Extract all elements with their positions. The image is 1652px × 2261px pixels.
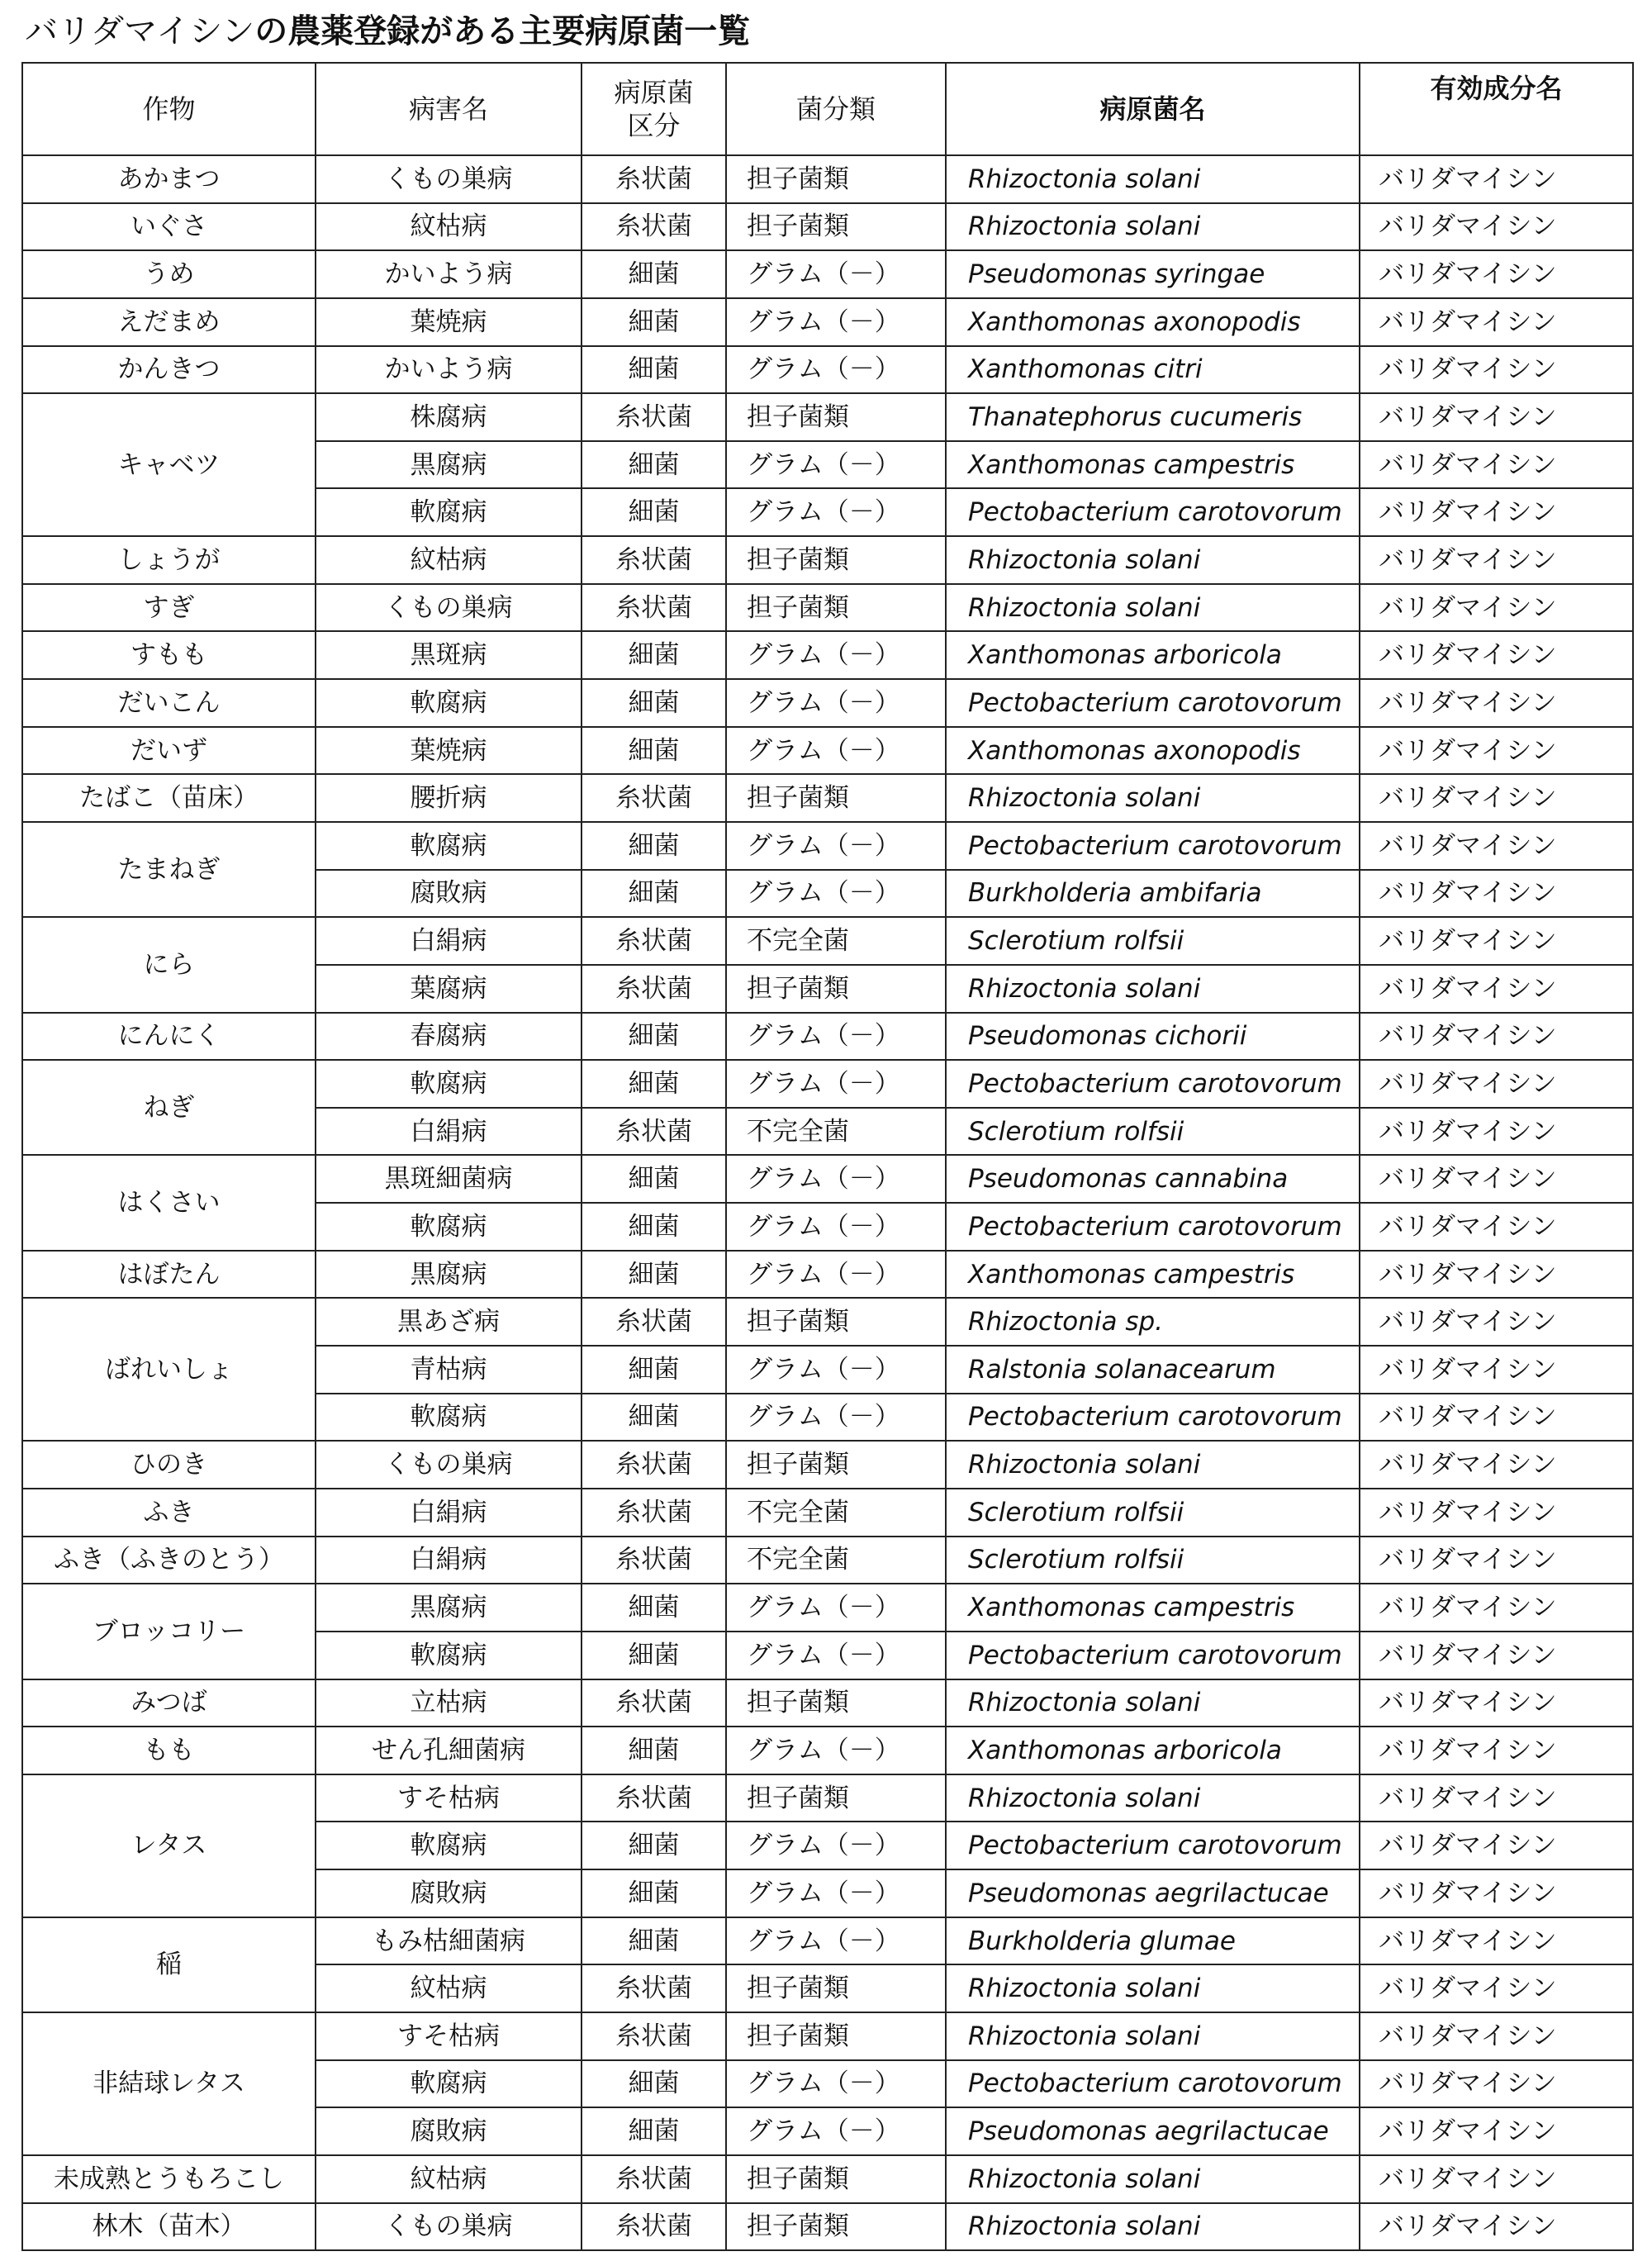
pathogen-type-cell: 細菌: [582, 298, 726, 346]
classification-cell: グラム（－）: [726, 1917, 946, 1965]
ingredient-cell: バリダマイシン: [1360, 1632, 1633, 1679]
pathogen-name-cell: Pectobacterium carotovorum: [946, 679, 1360, 727]
ingredient-cell: バリダマイシン: [1360, 1298, 1633, 1346]
disease-cell: 黒腐病: [316, 1584, 582, 1632]
disease-cell: 軟腐病: [316, 2060, 582, 2108]
crop-cell: ブロッコリー: [22, 1584, 316, 1679]
pathogen-name-cell: Rhizoctonia solani: [946, 155, 1360, 203]
pathogen-type-cell: 糸状菌: [582, 203, 726, 251]
disease-cell: 軟腐病: [316, 1822, 582, 1869]
disease-cell: 黒斑病: [316, 631, 582, 679]
disease-cell: 葉焼病: [316, 298, 582, 346]
crop-cell: 未成熟とうもろこし: [22, 2155, 316, 2203]
pathogen-type-cell: 細菌: [582, 346, 726, 394]
table-row: [22, 1441, 1633, 1489]
classification-cell: グラム（－）: [726, 1727, 946, 1774]
pathogen-type-cell: 細菌: [582, 2060, 726, 2108]
table-row: [22, 2012, 1633, 2060]
pathogen-name-cell: Rhizoctonia solani: [946, 1679, 1360, 1727]
pathogen-table: [21, 62, 1634, 2251]
disease-cell: くもの巣病: [316, 1441, 582, 1489]
crop-cell: もも: [22, 1727, 316, 1774]
header-pathogen-name: 病原菌名: [946, 63, 1360, 155]
ingredient-cell: バリダマイシン: [1360, 584, 1633, 632]
ingredient-cell: バリダマイシン: [1360, 441, 1633, 489]
classification-cell: 不完全菌: [726, 1489, 946, 1537]
crop-cell: すもも: [22, 631, 316, 679]
pathogen-type-cell: 糸状菌: [582, 917, 726, 965]
classification-cell: 担子菌類: [726, 584, 946, 632]
classification-cell: グラム（－）: [726, 1394, 946, 1442]
table-row: [22, 1679, 1633, 1727]
classification-cell: グラム（－）: [726, 1632, 946, 1679]
disease-cell: 軟腐病: [316, 1060, 582, 1108]
pathogen-type-cell: 糸状菌: [582, 1964, 726, 2012]
pathogen-type-cell: 細菌: [582, 1346, 726, 1394]
classification-cell: グラム（－）: [726, 2107, 946, 2155]
ingredient-cell: バリダマイシン: [1360, 1346, 1633, 1394]
disease-cell: 春腐病: [316, 1013, 582, 1061]
pathogen-name-cell: Pectobacterium carotovorum: [946, 2060, 1360, 2108]
ingredient-cell: バリダマイシン: [1360, 1108, 1633, 1156]
table-row: [22, 250, 1633, 298]
ingredient-cell: バリダマイシン: [1360, 155, 1633, 203]
disease-cell: せん孔細菌病: [316, 1727, 582, 1774]
table-row: [22, 584, 1633, 632]
ingredient-cell: バリダマイシン: [1360, 1155, 1633, 1203]
crop-cell: だいこん: [22, 679, 316, 727]
classification-cell: 担子菌類: [726, 965, 946, 1013]
ingredient-cell: バリダマイシン: [1360, 1251, 1633, 1299]
pathogen-type-cell: 糸状菌: [582, 1489, 726, 1537]
disease-cell: 軟腐病: [316, 1632, 582, 1679]
table-row: [22, 822, 1633, 870]
ingredient-cell: バリダマイシン: [1360, 1964, 1633, 2012]
classification-cell: 担子菌類: [726, 1774, 946, 1822]
ingredient-cell: バリダマイシン: [1360, 1869, 1633, 1917]
disease-cell: かいよう病: [316, 346, 582, 394]
pathogen-name-cell: Xanthomonas citri: [946, 346, 1360, 394]
table-row: [22, 1537, 1633, 1584]
pathogen-type-cell: 糸状菌: [582, 1537, 726, 1584]
table-row: [22, 631, 1633, 679]
ingredient-cell: バリダマイシン: [1360, 1584, 1633, 1632]
table-row: [22, 2203, 1633, 2251]
crop-cell: キャベツ: [22, 393, 316, 536]
classification-cell: 担子菌類: [726, 536, 946, 584]
disease-cell: 黒腐病: [316, 441, 582, 489]
pathogen-type-cell: 糸状菌: [582, 1441, 726, 1489]
classification-cell: グラム（－）: [726, 631, 946, 679]
classification-cell: グラム（－）: [726, 1013, 946, 1061]
ingredient-cell: バリダマイシン: [1360, 917, 1633, 965]
ingredient-cell: バリダマイシン: [1360, 1203, 1633, 1251]
disease-cell: 白絹病: [316, 917, 582, 965]
disease-cell: もみ枯細菌病: [316, 1917, 582, 1965]
table-row: [22, 1298, 1633, 1346]
ingredient-cell: バリダマイシン: [1360, 774, 1633, 822]
disease-cell: くもの巣病: [316, 155, 582, 203]
crop-cell: レタス: [22, 1774, 316, 1917]
pathogen-type-cell: 細菌: [582, 1203, 726, 1251]
pathogen-type-cell: 糸状菌: [582, 2012, 726, 2060]
pathogen-type-cell: 細菌: [582, 1155, 726, 1203]
classification-cell: 担子菌類: [726, 1298, 946, 1346]
pathogen-name-cell: Rhizoctonia solani: [946, 2012, 1360, 2060]
header-pathogen-type-line1: 病原菌: [614, 77, 694, 108]
crop-cell: かんきつ: [22, 346, 316, 394]
table-row: [22, 1917, 1633, 1965]
classification-cell: グラム（－）: [726, 1869, 946, 1917]
table-row: [22, 155, 1633, 203]
pathogen-name-cell: Rhizoctonia solani: [946, 774, 1360, 822]
pathogen-name-cell: Burkholderia glumae: [946, 1917, 1360, 1965]
pathogen-type-cell: 糸状菌: [582, 155, 726, 203]
crop-cell: あかまつ: [22, 155, 316, 203]
pathogen-name-cell: Rhizoctonia solani: [946, 1774, 1360, 1822]
table-row: [22, 2155, 1633, 2203]
disease-cell: くもの巣病: [316, 2203, 582, 2251]
pathogen-type-cell: 細菌: [582, 870, 726, 918]
pathogen-type-cell: 細菌: [582, 727, 726, 775]
classification-cell: グラム（－）: [726, 1060, 946, 1108]
header-crop: 作物: [22, 63, 316, 155]
ingredient-cell: バリダマイシン: [1360, 346, 1633, 394]
crop-cell: しょうが: [22, 536, 316, 584]
classification-cell: グラム（－）: [726, 441, 946, 489]
disease-cell: 軟腐病: [316, 679, 582, 727]
header-disease: 病害名: [316, 63, 582, 155]
crop-cell: うめ: [22, 250, 316, 298]
header-pathogen-type: [582, 63, 726, 155]
crop-cell: はくさい: [22, 1155, 316, 1250]
classification-cell: グラム（－）: [726, 1822, 946, 1869]
disease-cell: 紋枯病: [316, 536, 582, 584]
pathogen-type-cell: 細菌: [582, 822, 726, 870]
pathogen-type-cell: 糸状菌: [582, 584, 726, 632]
pathogen-type-cell: 細菌: [582, 488, 726, 536]
disease-cell: 腐敗病: [316, 2107, 582, 2155]
disease-cell: 軟腐病: [316, 822, 582, 870]
pathogen-type-cell: 糸状菌: [582, 1774, 726, 1822]
disease-cell: 株腐病: [316, 393, 582, 441]
pathogen-name-cell: Pectobacterium carotovorum: [946, 488, 1360, 536]
table-row: [22, 1774, 1633, 1822]
crop-cell: みつば: [22, 1679, 316, 1727]
crop-cell: すぎ: [22, 584, 316, 632]
disease-cell: 黒あざ病: [316, 1298, 582, 1346]
pathogen-name-cell: Xanthomonas arboricola: [946, 631, 1360, 679]
disease-cell: 軟腐病: [316, 1203, 582, 1251]
pathogen-type-cell: 細菌: [582, 1013, 726, 1061]
table-row: [22, 536, 1633, 584]
ingredient-cell: バリダマイシン: [1360, 393, 1633, 441]
disease-cell: 葉腐病: [316, 965, 582, 1013]
classification-cell: 担子菌類: [726, 393, 946, 441]
ingredient-cell: バリダマイシン: [1360, 1774, 1633, 1822]
crop-cell: 稲: [22, 1917, 316, 2012]
pathogen-type-cell: 細菌: [582, 679, 726, 727]
pathogen-name-cell: Xanthomonas campestris: [946, 1584, 1360, 1632]
classification-cell: 担子菌類: [726, 203, 946, 251]
ingredient-cell: バリダマイシン: [1360, 298, 1633, 346]
pathogen-name-cell: Rhizoctonia solani: [946, 1964, 1360, 2012]
disease-cell: くもの巣病: [316, 584, 582, 632]
pathogen-type-cell: 細菌: [582, 1394, 726, 1442]
pathogen-name-cell: Pseudomonas aegrilactucae: [946, 1869, 1360, 1917]
ingredient-cell: バリダマイシン: [1360, 536, 1633, 584]
classification-cell: 不完全菌: [726, 917, 946, 965]
classification-cell: グラム（－）: [726, 1584, 946, 1632]
crop-cell: たまねぎ: [22, 822, 316, 917]
pathogen-name-cell: Pseudomonas cannabina: [946, 1155, 1360, 1203]
crop-cell: えだまめ: [22, 298, 316, 346]
classification-cell: グラム（－）: [726, 1203, 946, 1251]
table-row: [22, 1013, 1633, 1061]
crop-cell: だいず: [22, 727, 316, 775]
pathogen-type-cell: 細菌: [582, 1584, 726, 1632]
pathogen-name-cell: Xanthomonas campestris: [946, 1251, 1360, 1299]
classification-cell: グラム（－）: [726, 250, 946, 298]
pathogen-name-cell: Ralstonia solanacearum: [946, 1346, 1360, 1394]
classification-cell: グラム（－）: [726, 1346, 946, 1394]
crop-cell: 非結球レタス: [22, 2012, 316, 2155]
table-row: [22, 1584, 1633, 1632]
pathogen-name-cell: Rhizoctonia solani: [946, 536, 1360, 584]
classification-cell: 不完全菌: [726, 1537, 946, 1584]
pathogen-name-cell: Pectobacterium carotovorum: [946, 1203, 1360, 1251]
pathogen-name-cell: Xanthomonas campestris: [946, 441, 1360, 489]
ingredient-cell: バリダマイシン: [1360, 250, 1633, 298]
table-row: [22, 727, 1633, 775]
classification-cell: グラム（－）: [726, 727, 946, 775]
crop-cell: ばれいしょ: [22, 1298, 316, 1441]
pathogen-type-cell: 細菌: [582, 441, 726, 489]
table-row: [22, 203, 1633, 251]
ingredient-cell: バリダマイシン: [1360, 1917, 1633, 1965]
header-classification: 菌分類: [726, 63, 946, 155]
header-pathogen-type-line2: 区分: [627, 110, 681, 141]
table-row: [22, 1251, 1633, 1299]
disease-cell: 軟腐病: [316, 488, 582, 536]
ingredient-cell: バリダマイシン: [1360, 2155, 1633, 2203]
pathogen-type-cell: 糸状菌: [582, 536, 726, 584]
pathogen-type-cell: 細菌: [582, 1727, 726, 1774]
classification-cell: グラム（－）: [726, 870, 946, 918]
pathogen-name-cell: Pseudomonas cichorii: [946, 1013, 1360, 1061]
ingredient-cell: バリダマイシン: [1360, 1441, 1633, 1489]
classification-cell: グラム（－）: [726, 679, 946, 727]
classification-cell: グラム（－）: [726, 2060, 946, 2108]
table-header: [22, 63, 1633, 155]
pathogen-name-cell: Pectobacterium carotovorum: [946, 1822, 1360, 1869]
pathogen-name-cell: Pectobacterium carotovorum: [946, 1060, 1360, 1108]
ingredient-cell: バリダマイシン: [1360, 1060, 1633, 1108]
ingredient-cell: バリダマイシン: [1360, 2012, 1633, 2060]
classification-cell: グラム（－）: [726, 822, 946, 870]
ingredient-cell: バリダマイシン: [1360, 822, 1633, 870]
ingredient-cell: バリダマイシン: [1360, 1537, 1633, 1584]
ingredient-cell: バリダマイシン: [1360, 727, 1633, 775]
classification-cell: 担子菌類: [726, 2155, 946, 2203]
classification-cell: グラム（－）: [726, 1251, 946, 1299]
crop-cell: ふき: [22, 1489, 316, 1537]
header-ingredient: 有効成分名: [1360, 63, 1633, 155]
table-row: [22, 1060, 1633, 1108]
classification-cell: グラム（－）: [726, 298, 946, 346]
ingredient-cell: バリダマイシン: [1360, 203, 1633, 251]
pathogen-name-cell: Pectobacterium carotovorum: [946, 1394, 1360, 1442]
classification-cell: グラム（－）: [726, 1155, 946, 1203]
title-rest: の農薬登録がある主要病原菌一覧: [254, 12, 751, 50]
classification-cell: グラム（－）: [726, 488, 946, 536]
crop-cell: いぐさ: [22, 203, 316, 251]
pathogen-name-cell: Pseudomonas aegrilactucae: [946, 2107, 1360, 2155]
ingredient-cell: バリダマイシン: [1360, 2107, 1633, 2155]
disease-cell: 軟腐病: [316, 1394, 582, 1442]
ingredient-cell: バリダマイシン: [1360, 1394, 1633, 1442]
pathogen-name-cell: Rhizoctonia sp.: [946, 1298, 1360, 1346]
disease-cell: 黒斑細菌病: [316, 1155, 582, 1203]
pathogen-name-cell: Xanthomonas arboricola: [946, 1727, 1360, 1774]
pathogen-name-cell: Sclerotium rolfsii: [946, 1537, 1360, 1584]
pathogen-type-cell: 糸状菌: [582, 965, 726, 1013]
classification-cell: 担子菌類: [726, 1964, 946, 2012]
pathogen-type-cell: 糸状菌: [582, 1679, 726, 1727]
disease-cell: 腐敗病: [316, 870, 582, 918]
table-row: [22, 774, 1633, 822]
disease-cell: 青枯病: [316, 1346, 582, 1394]
ingredient-cell: バリダマイシン: [1360, 1679, 1633, 1727]
document-title: [25, 7, 750, 56]
ingredient-cell: バリダマイシン: [1360, 488, 1633, 536]
disease-cell: すそ枯病: [316, 2012, 582, 2060]
pathogen-name-cell: Thanatephorus cucumeris: [946, 393, 1360, 441]
disease-cell: 紋枯病: [316, 2155, 582, 2203]
classification-cell: 担子菌類: [726, 1679, 946, 1727]
pathogen-name-cell: Sclerotium rolfsii: [946, 1489, 1360, 1537]
crop-cell: 林木（苗木）: [22, 2203, 316, 2251]
pathogen-type-cell: 細菌: [582, 631, 726, 679]
table-body: [22, 155, 1633, 2250]
ingredient-cell: バリダマイシン: [1360, 1822, 1633, 1869]
table-row: [22, 298, 1633, 346]
ingredient-cell: バリダマイシン: [1360, 1013, 1633, 1061]
disease-cell: かいよう病: [316, 250, 582, 298]
table-row: [22, 346, 1633, 394]
ingredient-cell: バリダマイシン: [1360, 2203, 1633, 2251]
pathogen-name-cell: Pseudomonas syringae: [946, 250, 1360, 298]
table-row: [22, 679, 1633, 727]
ingredient-cell: バリダマイシン: [1360, 1489, 1633, 1537]
pathogen-name-cell: Burkholderia ambifaria: [946, 870, 1360, 918]
pathogen-type-cell: 糸状菌: [582, 1108, 726, 1156]
classification-cell: 担子菌類: [726, 155, 946, 203]
pathogen-name-cell: Pectobacterium carotovorum: [946, 1632, 1360, 1679]
table-row: [22, 1727, 1633, 1774]
pathogen-type-cell: 細菌: [582, 1251, 726, 1299]
disease-cell: 立枯病: [316, 1679, 582, 1727]
table-row: [22, 393, 1633, 441]
pathogen-name-cell: Rhizoctonia solani: [946, 584, 1360, 632]
pathogen-name-cell: Pectobacterium carotovorum: [946, 822, 1360, 870]
pathogen-type-cell: 糸状菌: [582, 774, 726, 822]
classification-cell: 不完全菌: [726, 1108, 946, 1156]
table-row: [22, 1155, 1633, 1203]
crop-cell: にんにく: [22, 1013, 316, 1061]
crop-cell: ふき（ふきのとう）: [22, 1537, 316, 1584]
crop-cell: ねぎ: [22, 1060, 316, 1155]
classification-cell: グラム（－）: [726, 346, 946, 394]
disease-cell: 白絹病: [316, 1537, 582, 1584]
crop-cell: たばこ（苗床）: [22, 774, 316, 822]
classification-cell: 担子菌類: [726, 1441, 946, 1489]
pathogen-name-cell: Xanthomonas axonopodis: [946, 298, 1360, 346]
pathogen-name-cell: Rhizoctonia solani: [946, 1441, 1360, 1489]
pathogen-type-cell: 糸状菌: [582, 2155, 726, 2203]
crop-cell: ひのき: [22, 1441, 316, 1489]
pathogen-name-cell: Sclerotium rolfsii: [946, 1108, 1360, 1156]
pathogen-name-cell: Sclerotium rolfsii: [946, 917, 1360, 965]
pathogen-type-cell: 細菌: [582, 1632, 726, 1679]
pathogen-type-cell: 細菌: [582, 250, 726, 298]
pathogen-type-cell: 糸状菌: [582, 1298, 726, 1346]
disease-cell: 葉焼病: [316, 727, 582, 775]
ingredient-cell: バリダマイシン: [1360, 679, 1633, 727]
crop-cell: にら: [22, 917, 316, 1012]
classification-cell: 担子菌類: [726, 2012, 946, 2060]
disease-cell: 黒腐病: [316, 1251, 582, 1299]
pathogen-name-cell: Xanthomonas axonopodis: [946, 727, 1360, 775]
pathogen-type-cell: 細菌: [582, 1869, 726, 1917]
table-row: [22, 1489, 1633, 1537]
crop-cell: はぼたん: [22, 1251, 316, 1299]
disease-cell: 白絹病: [316, 1108, 582, 1156]
pathogen-name-cell: Rhizoctonia solani: [946, 2155, 1360, 2203]
ingredient-cell: バリダマイシン: [1360, 870, 1633, 918]
disease-cell: 紋枯病: [316, 1964, 582, 2012]
disease-cell: 腰折病: [316, 774, 582, 822]
classification-cell: 担子菌類: [726, 2203, 946, 2251]
pathogen-type-cell: 細菌: [582, 1917, 726, 1965]
ingredient-cell: バリダマイシン: [1360, 2060, 1633, 2108]
ingredient-cell: バリダマイシン: [1360, 965, 1633, 1013]
title-ingredient: バリダマイシン: [25, 12, 255, 50]
pathogen-name-cell: Rhizoctonia solani: [946, 2203, 1360, 2251]
disease-cell: 紋枯病: [316, 203, 582, 251]
disease-cell: 白絹病: [316, 1489, 582, 1537]
pathogen-name-cell: Rhizoctonia solani: [946, 965, 1360, 1013]
ingredient-cell: バリダマイシン: [1360, 631, 1633, 679]
pathogen-type-cell: 糸状菌: [582, 393, 726, 441]
pathogen-type-cell: 細菌: [582, 1822, 726, 1869]
pathogen-name-cell: Rhizoctonia solani: [946, 203, 1360, 251]
ingredient-cell: バリダマイシン: [1360, 1727, 1633, 1774]
classification-cell: 担子菌類: [726, 774, 946, 822]
disease-cell: 腐敗病: [316, 1869, 582, 1917]
pathogen-type-cell: 細菌: [582, 1060, 726, 1108]
table-row: [22, 917, 1633, 965]
header-row: [22, 63, 1633, 155]
pathogen-type-cell: 細菌: [582, 2107, 726, 2155]
disease-cell: すそ枯病: [316, 1774, 582, 1822]
pathogen-type-cell: 糸状菌: [582, 2203, 726, 2251]
